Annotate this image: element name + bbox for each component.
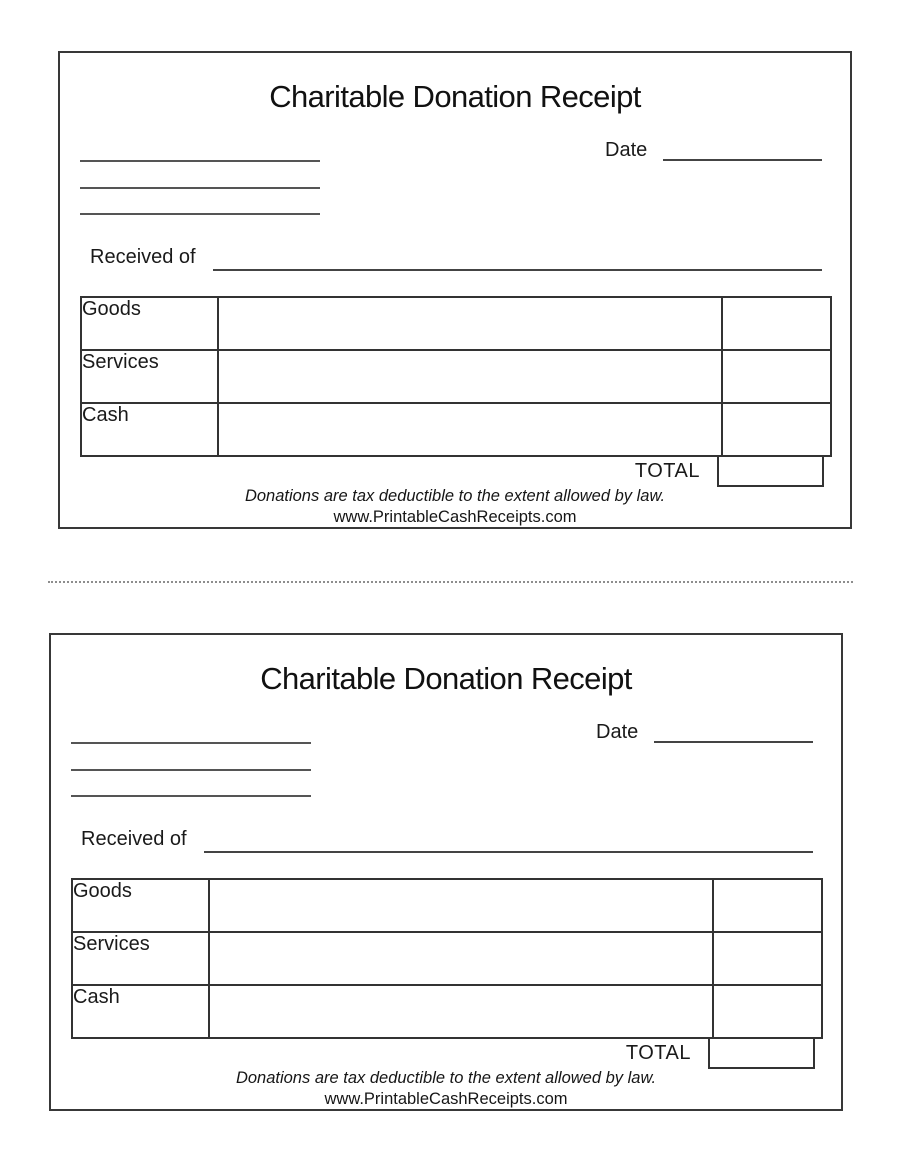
organization-blank-line-3	[80, 213, 320, 215]
cut-line-separator	[48, 581, 853, 583]
total-amount-box	[708, 1039, 815, 1069]
cash-amount-cell	[722, 403, 831, 456]
date-label: Date	[596, 721, 639, 743]
row-label-services: Services	[72, 932, 209, 985]
cash-description-cell	[218, 403, 722, 456]
cash-description-cell	[209, 985, 713, 1038]
cash-amount-cell	[713, 985, 822, 1038]
date-blank-line	[654, 741, 813, 743]
row-label-goods: Goods	[81, 297, 218, 350]
goods-description-cell	[209, 879, 713, 932]
received-of-label: Received of	[81, 828, 187, 850]
row-label-cash: Cash	[81, 403, 218, 456]
goods-amount-cell	[713, 879, 822, 932]
services-amount-cell	[713, 932, 822, 985]
donation-table	[80, 296, 832, 457]
organization-blank-line-3	[71, 795, 311, 797]
received-of-blank-line	[213, 269, 822, 271]
received-of-label: Received of	[90, 246, 196, 268]
table-row-goods	[72, 879, 822, 932]
website-url: www.PrintableCashReceipts.com	[324, 1090, 568, 1108]
website-url: www.PrintableCashReceipts.com	[333, 508, 577, 526]
received-of-blank-line	[204, 851, 813, 853]
organization-blank-line-1	[71, 742, 311, 744]
table-row-cash	[81, 403, 831, 456]
row-label-goods: Goods	[72, 879, 209, 932]
table-row-services	[81, 350, 831, 403]
organization-blank-line-2	[80, 187, 320, 189]
row-label-services: Services	[81, 350, 218, 403]
table-row-services	[72, 932, 822, 985]
services-amount-cell	[722, 350, 831, 403]
table-row-cash	[72, 985, 822, 1038]
services-description-cell	[209, 932, 713, 985]
table-row-goods	[81, 297, 831, 350]
date-label: Date	[605, 139, 648, 161]
donation-table	[71, 878, 823, 1039]
tax-deductible-note: Donations are tax deductible to the extent allowed by law.	[235, 1069, 657, 1087]
receipt-bottom	[49, 633, 843, 1111]
goods-description-cell	[218, 297, 722, 350]
goods-amount-cell	[722, 297, 831, 350]
date-blank-line	[663, 159, 822, 161]
total-label: TOTAL	[625, 1042, 691, 1064]
organization-blank-line-2	[71, 769, 311, 771]
receipt-title: Charitable Donation Receipt	[260, 661, 632, 696]
total-label: TOTAL	[634, 460, 700, 482]
receipt-title: Charitable Donation Receipt	[269, 79, 641, 114]
total-amount-box	[717, 457, 824, 487]
receipt-top	[58, 51, 852, 529]
tax-deductible-note: Donations are tax deductible to the extent allowed by law.	[244, 487, 666, 505]
row-label-cash: Cash	[72, 985, 209, 1038]
organization-blank-line-1	[80, 160, 320, 162]
services-description-cell	[218, 350, 722, 403]
